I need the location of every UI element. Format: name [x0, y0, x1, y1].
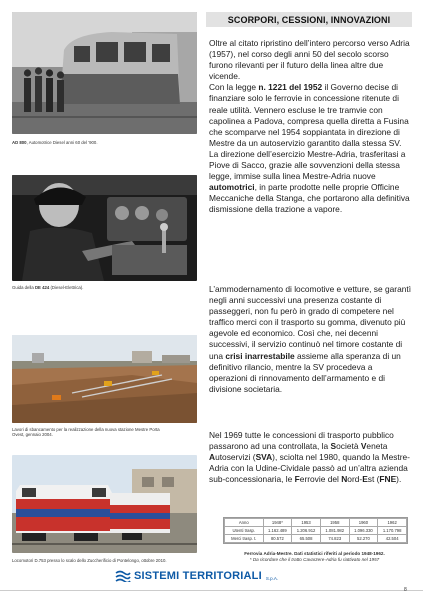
photo-driver-cab [12, 175, 197, 281]
table-cell: 1.096.330 [349, 527, 378, 535]
table-cell: 65.508 [292, 535, 321, 543]
paragraph-1 [209, 38, 413, 216]
table-caption-title: Ferrovia Adria-Mestre. Dati statistici riferiti al periodo 1948-1962. [244, 551, 385, 556]
paragraph-1-text: Oltre al citato ripristino dell’intero percorso verso Adria (1957), nel corso degli anni 50 del secolo scorso furono rilevanti per il futuro della linea altre due vicende. [209, 38, 410, 82]
p5-f-bold: F [294, 474, 300, 485]
table-header-cell: 1953 [292, 519, 321, 527]
p2-law-bold: n. 1221 del 1952 [258, 82, 323, 93]
table-cell: 80.572 [263, 535, 292, 543]
paragraph-2 [209, 82, 413, 149]
p4-crisi-bold: crisi inarrestabile [225, 350, 295, 361]
p5-text-j: ). [396, 474, 402, 485]
table-caption-note: * Da ricordare che il tratto Cavarzere-Adria fu riattivato nel 1957 [249, 556, 380, 562]
table-header-cell: 1948* [263, 519, 292, 527]
caption-photo-4 [12, 558, 202, 563]
paragraph-3 [209, 149, 413, 216]
p5-s-bold: S [330, 441, 337, 452]
p5-text-b: ocietà [336, 441, 361, 452]
caption-photo-2 [12, 285, 202, 290]
p5-text-g: errovie del [299, 474, 342, 485]
p3-text-b: , in parte prodotte nelle proprie Officine Meccaniche della Stanga, che portarono alla definitiva dismissione della trazione a vapore. [209, 182, 410, 215]
table-row [225, 535, 407, 543]
caption-2-prefix: Guida della [12, 285, 35, 290]
p5-a-bold: A [209, 452, 216, 463]
table-row [225, 527, 407, 535]
logo-text: SISTEMI TERRITORIALI [134, 570, 262, 582]
paragraph-4 [209, 284, 413, 395]
caption-2-bold: DE 424 [34, 285, 50, 290]
p5-text-e: ), sciolta nel 1980, quando la Mestre-Adria con la Udine-Cividale passò ad un’altra azienda sub-concessionaria, le [209, 452, 410, 485]
p3-automotrici-bold: automotrici [209, 182, 255, 193]
table-cell: 42.504 [378, 535, 407, 543]
table-cell: 1.206.912 [292, 527, 321, 535]
table-caption [223, 551, 406, 562]
photo-locomotives [12, 455, 197, 553]
caption-2-text: (Diesel-Elettrica). [49, 285, 84, 290]
construction-photo-image [12, 335, 197, 423]
statistics-table-grid [224, 518, 407, 543]
railcar-photo-image [12, 12, 197, 134]
caption-photo-3 [12, 427, 202, 437]
caption-3-line-2: Ovest, gennaio 2004. [12, 432, 53, 438]
p4-text-a: L’ammodernamento di locomotive e vetture, se garantì negli anni successivi una presenza costante di passeggeri, non fu però in grado di competere nel traffico merci con il trasporto su gomma, divenuto più agevole ed economico. Così che, nei decenni successivi, il servizio continuò nel timore costante di una [209, 284, 412, 361]
p5-text-c: eneta [366, 441, 388, 452]
table-cell: 74.823 [320, 535, 349, 543]
table-cell: 1.162.489 [263, 527, 292, 535]
caption-1-bold: AD 800 [12, 140, 27, 145]
p5-v-bold: V [360, 441, 367, 452]
table-cell: 1.081.982 [320, 527, 349, 535]
p5-text-d: utoservizi ( [215, 452, 256, 463]
p3-text-a: La direzione dell’esercizio Mestre-Adria, trasferitasi a Piove di Sacco, grazie alle sovvenzioni della stessa legge, immise sulla linea Mestre-Adria nuove [209, 148, 406, 182]
p5-text-h: ord- [347, 474, 363, 485]
p5-fne-bold: FNE [379, 474, 397, 485]
footer-divider [0, 590, 423, 591]
locomotives-photo-image [12, 455, 197, 553]
table-cell: Utenti trasp. [225, 527, 264, 535]
logo-suffix: S.p.A. [265, 575, 279, 581]
photo-construction-site [12, 335, 197, 423]
section-title: SCORPORI, CESSIONI, INNOVAZIONI [206, 12, 412, 27]
driver-cab-photo-image [12, 175, 197, 281]
table-cell: Merci trasp. t. [225, 535, 264, 543]
caption-4-text: Locomotori D.753 presso lo scalo dello Zuccherificio di Pontelongo, ottobre 2010. [12, 558, 167, 563]
caption-1-text: , Automotrice Diesel anni 60 del ’900. [26, 140, 98, 145]
table-cell: 52.270 [349, 535, 378, 543]
p5-n-bold: N [341, 474, 348, 485]
p5-sva-bold: SVA [255, 452, 273, 463]
caption-photo-1 [12, 140, 202, 145]
sistemi-territoriali-logo [115, 570, 278, 582]
p4-text-b: assieme alla speranza di un definitivo rilancio, mentre la SV procedeva a operazioni di rinnovamento dell’armamento e di divisione societaria. [209, 350, 401, 394]
p2-text-a: Con la legge [209, 82, 259, 93]
table-header-cell: Anno [225, 519, 264, 527]
wave-logo-icon [115, 570, 131, 582]
table-header-cell: 1958 [320, 519, 349, 527]
table-header-cell: 1960 [349, 519, 378, 527]
statistics-table [223, 517, 408, 544]
page-number: 8 [404, 587, 407, 593]
p5-text-i: st ( [367, 474, 380, 485]
p5-e-bold: E [362, 474, 368, 485]
paragraph-5 [209, 430, 413, 485]
caption-3-line-1: Lavori di sbancamento per la realizzazione della nuova stazione Mestre Porta [12, 427, 160, 432]
p5-text-a: Nel 1969 tutte le concessioni di trasporto pubblico passarono ad una controllata, la [209, 430, 394, 452]
table-cell: 1.170.798 [378, 527, 407, 535]
table-header-row [225, 519, 407, 527]
photo-railcar-ad800 [12, 12, 197, 134]
table-header-cell: 1962 [378, 519, 407, 527]
p2-text-b: il Governo decise di finanziare solo le ferrovie in concessione ritenute di reale utilità. Vennero escluse le tre tramvie con capolinea a Padova, compresa quella diretta a Fusina che scomparve nel 1954 soppiantata in direzione di Mestre da un autoservizio garantito dalla stessa SV. [209, 82, 409, 148]
